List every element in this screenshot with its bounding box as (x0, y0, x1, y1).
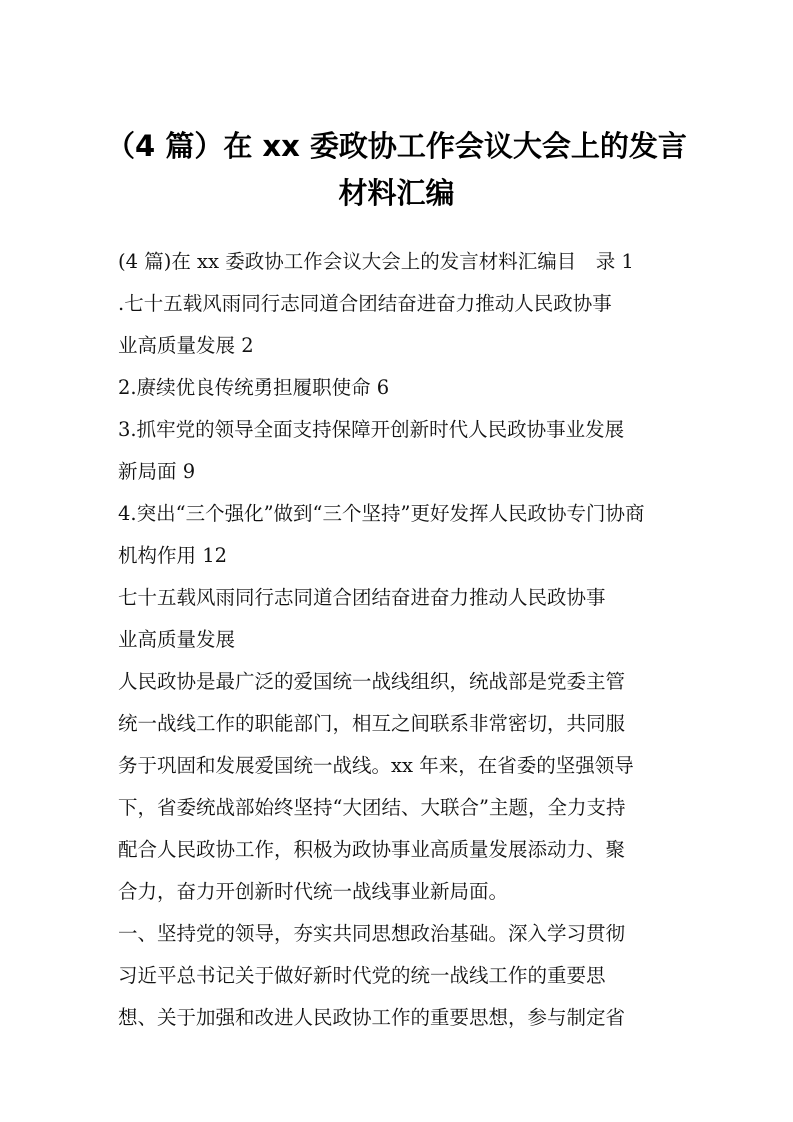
document-title-line-1: （4 篇）在 xx 委政协工作会议大会上的发言 (106, 129, 687, 163)
document-title-line-2: 材料汇编 (338, 176, 455, 210)
paragraph-line: 合力，奋力开创新时代统一战线事业新局面。 (118, 880, 509, 903)
section-heading-line-2: 业高质量发展 (118, 628, 236, 651)
paragraph-line: 下，省委统战部始终坚持“大团结、大联合”主题，全力支持 (118, 796, 626, 819)
toc-item-4-line-2: 机构作用 12 (118, 544, 228, 567)
paragraph-line: 统一战线工作的职能部门，相互之间联系非常密切，共同服 (118, 712, 626, 735)
paragraph-line: 习近平总书记关于做好新时代党的统一战线工作的重要思 (118, 964, 606, 987)
toc-item-4-line-1: 4.突出“三个强化”做到“三个坚持”更好发挥人民政协专门协商 (118, 502, 645, 525)
toc-item-1-line-2: 业高质量发展 2 (118, 334, 254, 357)
paragraph-line: 务于巩固和发展爱国统一战线。xx 年来，在省委的坚强领导 (118, 754, 634, 777)
toc-item-1-line-1: .七十五载风雨同行志同道合团结奋进奋力推动人民政协事 (118, 292, 612, 315)
paragraph-line: 一、坚持党的领导，夯实共同思想政治基础。深入学习贯彻 (118, 922, 626, 945)
toc-heading-line: (4 篇)在 xx 委政协工作会议大会上的发言材料汇编目 录 1 (118, 250, 634, 273)
paragraph-line: 人民政协是最广泛的爱国统一战线组织，统战部是党委主管 (118, 670, 626, 693)
paragraph-line: 配合人民政协工作，积极为政协事业高质量发展添动力、聚 (118, 838, 626, 861)
section-heading-line-1: 七十五载风雨同行志同道合团结奋进奋力推动人民政协事 (118, 586, 606, 609)
paragraph-line: 想、关于加强和改进人民政协工作的重要思想，参与制定省 (118, 1006, 626, 1029)
toc-item-3-line-1: 3.抓牢党的领导全面支持保障开创新时代人民政协事业发展 (118, 418, 625, 441)
toc-item-3-line-2: 新局面 9 (118, 460, 196, 483)
toc-item-2: 2.赓续优良传统勇担履职使命 6 (118, 376, 390, 399)
